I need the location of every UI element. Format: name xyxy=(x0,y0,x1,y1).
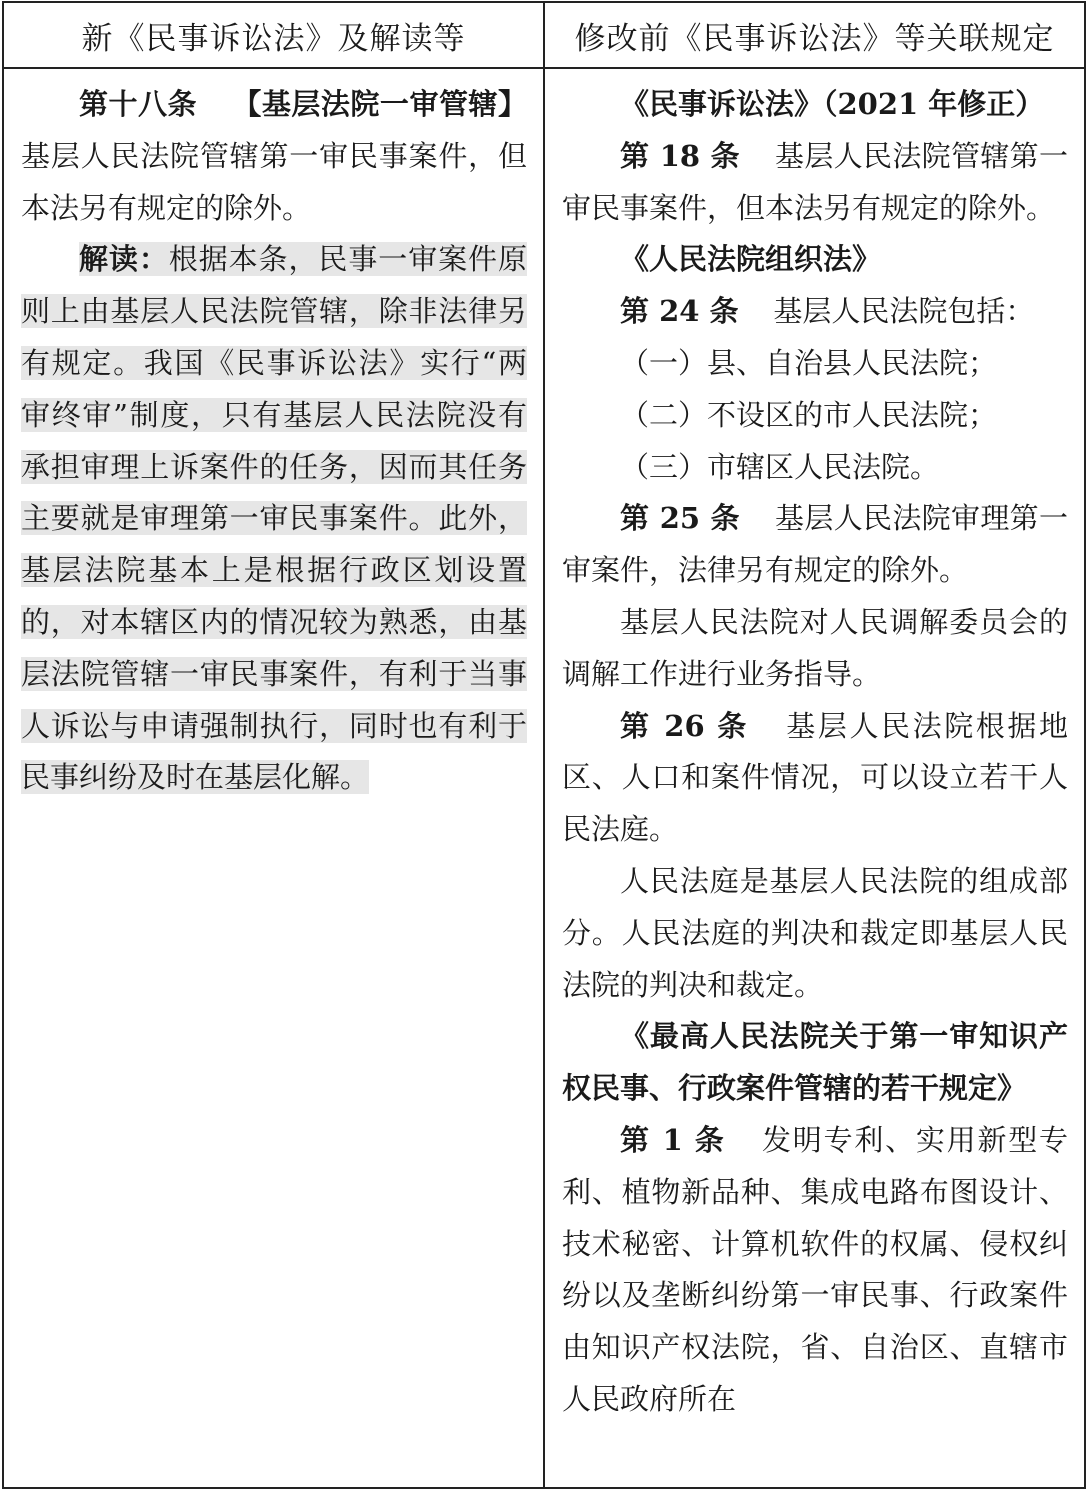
article-text: 基层人民法院根据地区、人口和案件情况，可以设立若干人民法庭。 xyxy=(562,708,1068,847)
interpretation-label: 解读： xyxy=(79,242,169,277)
article-number: 第 1 条 xyxy=(620,1122,726,1157)
right-column xyxy=(544,68,1085,1488)
article-text: 基层人民法院管辖第一审民事案件，但本法另有规定的除外。 xyxy=(562,138,1068,225)
article-number: 第十八条 xyxy=(79,87,198,121)
article-text: 发明专利、实用新型专利、植物新品种、集成电路布图设计、技术秘密、计算机软件的权属、侵权纠纷以及垄断纠纷第一审民事、行政案件由知识产权法院，省、自治区、直辖市人民政府所在 xyxy=(562,1122,1068,1416)
table-header-row xyxy=(3,2,1085,68)
interpretation xyxy=(21,234,527,804)
article-26-paragraph-2: 人民法庭是基层人民法院的组成部分。人民法庭的判决和裁定即基层人民法院的判决和裁定。 xyxy=(562,863,1068,1002)
law-title-ip-jurisdiction: 《最高人民法院关于第一审知识产权民事、行政案件管辖的若干规定》 xyxy=(562,1019,1068,1106)
law-title-court-organization: 《人民法院组织法》 xyxy=(620,242,882,277)
article-24-item-3: （三）市辖区人民法院。 xyxy=(620,449,940,484)
comparison-table xyxy=(2,1,1086,1489)
header-left: 新《民事诉讼法》及解读等 xyxy=(3,2,544,68)
article-25-paragraph-2: 基层人民法院对人民调解委员会的调解工作进行业务指导。 xyxy=(562,604,1068,691)
law-title-civil-procedure: 《民事诉讼法》（2021 年修正） xyxy=(620,87,1045,121)
court-organization-article-26 xyxy=(562,701,1068,856)
header-right: 修改前《民事诉讼法》等关联规定 xyxy=(544,2,1085,68)
article-24-item-2: （二）不设区的市人民法院； xyxy=(620,397,998,432)
article-24-item-1: （一）县、自治县人民法院； xyxy=(620,345,998,380)
court-organization-article-24 xyxy=(562,286,1068,338)
ip-jurisdiction-article-1 xyxy=(562,1115,1068,1426)
article-title: 【基层法院一审管辖】 xyxy=(231,87,527,121)
article-number: 第 26 条 xyxy=(620,708,749,743)
article-text: 基层人民法院审理第一审案件，法律另有规定的除外。 xyxy=(562,501,1068,588)
civil-procedure-article-18 xyxy=(562,131,1068,235)
article-18 xyxy=(21,79,527,234)
article-number: 第 24 条 xyxy=(620,294,739,329)
table-body-row xyxy=(3,68,1085,1488)
court-organization-article-25 xyxy=(562,493,1068,597)
article-text: 基层人民法院包括： xyxy=(773,294,1035,329)
article-number: 第 18 条 xyxy=(620,138,740,173)
article-text: 基层人民法院管辖第一审民事案件，但本法另有规定的除外。 xyxy=(21,138,527,225)
article-number: 第 25 条 xyxy=(620,501,740,536)
interpretation-text: 根据本条，民事一审案件原则上由基层人民法院管辖，除非法律另有规定。我国《民事诉讼法》实行“两审终审”制度，只有基层人民法院没有承担审理上诉案件的任务，因而其任务主要就是审理第一审民事案件。此外，基层法院基本上是根据行政区划设置的，对本辖区内的情况较为熟悉，由基层法院管辖一审民事案件，有利于当事人诉讼与申请强制执行，同时也有利于民事纠纷及时在基层化解。 xyxy=(21,242,527,795)
left-column xyxy=(3,68,544,1488)
